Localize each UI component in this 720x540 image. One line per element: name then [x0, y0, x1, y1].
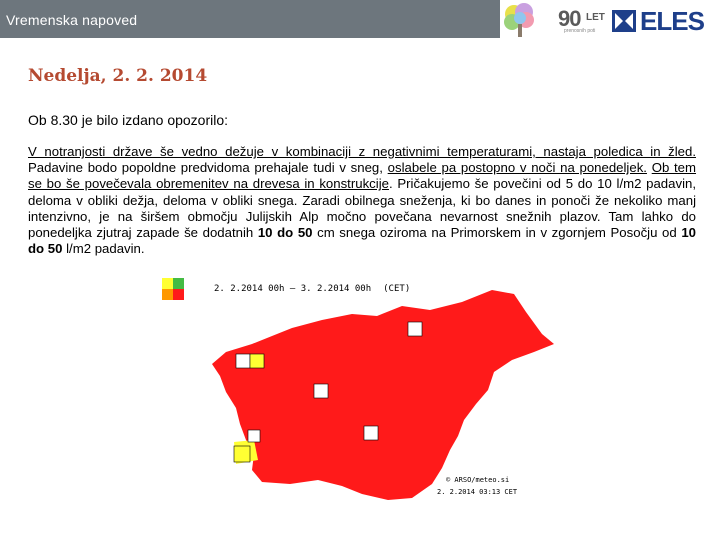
para-text-4: cm snega oziroma na Primorskem in v zgornjem Posočju od: [312, 225, 682, 241]
slovenia-region-red: [212, 290, 554, 500]
header-bar: [0, 0, 500, 38]
warning-intro: Ob 8.30 je bilo izdano opozorilo:: [28, 112, 229, 128]
warning-paragraph: [28, 144, 696, 257]
map-copyright: © ARSO/meteo.si: [446, 476, 510, 484]
warning-symbol-south: [364, 426, 378, 440]
para-underlined-2: oslabele pa postopno v noči na ponedeljek.: [387, 160, 647, 176]
warning-symbol-east: [408, 322, 422, 336]
anniversary-let: LET: [586, 12, 605, 23]
eles-mark-icon: [612, 10, 636, 32]
para-text-3: . Pričakujemo še povečini od 5 do 10 l/m2 padavin, deloma v obliki dežja, deloma v obliki snega. Zaradi obilnega sneženja, ki bo danes in ponoči že nekoliko manj intenzivno, je na širšem območju Julijskih Alp močno povečana nevarnost snežnih plazov. Tam lahko do ponedeljka zjutraj zapade še dodatnih: [28, 176, 696, 241]
slide-header: [0, 0, 720, 38]
header-title: Vremenska napoved: [6, 12, 138, 28]
anniversary-logo: [558, 6, 608, 36]
anniversary-number: 90: [558, 6, 581, 31]
eles-logo: [612, 6, 712, 34]
warning-symbol-northwest: [236, 354, 250, 368]
warning-symbol-northwest-2: [250, 354, 264, 368]
para-text-1: Padavine bodo popoldne predvidoma prehajale tudi v sneg,: [28, 160, 388, 176]
slovenia-map-shape: [162, 272, 554, 500]
warning-symbol-center: [314, 384, 328, 398]
para-underlined-1: V notranjosti države še vedno dežuje v kombinaciji z negativnimi temperaturami, nastaja poledica in žled.: [28, 144, 696, 159]
tree-logo-icon: [500, 2, 540, 38]
para-text-5: l/m2 padavin.: [62, 241, 145, 257]
warning-map: [162, 272, 554, 500]
para-bold-1: 10 do 50: [257, 225, 313, 241]
para-bold-2: 10 do 50: [28, 225, 696, 257]
para-underlined-3: Ob tem se bo še povečevala obremenitev na drevesa in konstrukcije: [28, 160, 697, 192]
eles-wordmark: ELES: [640, 6, 704, 36]
map-timezone: (CET): [383, 284, 411, 294]
warning-symbol-southwest: [248, 430, 260, 442]
map-period: 2. 2.2014 00h — 3. 2.2014 00h: [214, 284, 372, 294]
warning-symbol-coast: [234, 446, 250, 462]
anniversary-subtitle: prenosnih poti: [564, 28, 596, 34]
map-issued: 2. 2.2014 03:13 CET: [437, 488, 518, 496]
slide-date: Nedelja, 2. 2. 2014: [28, 66, 208, 86]
